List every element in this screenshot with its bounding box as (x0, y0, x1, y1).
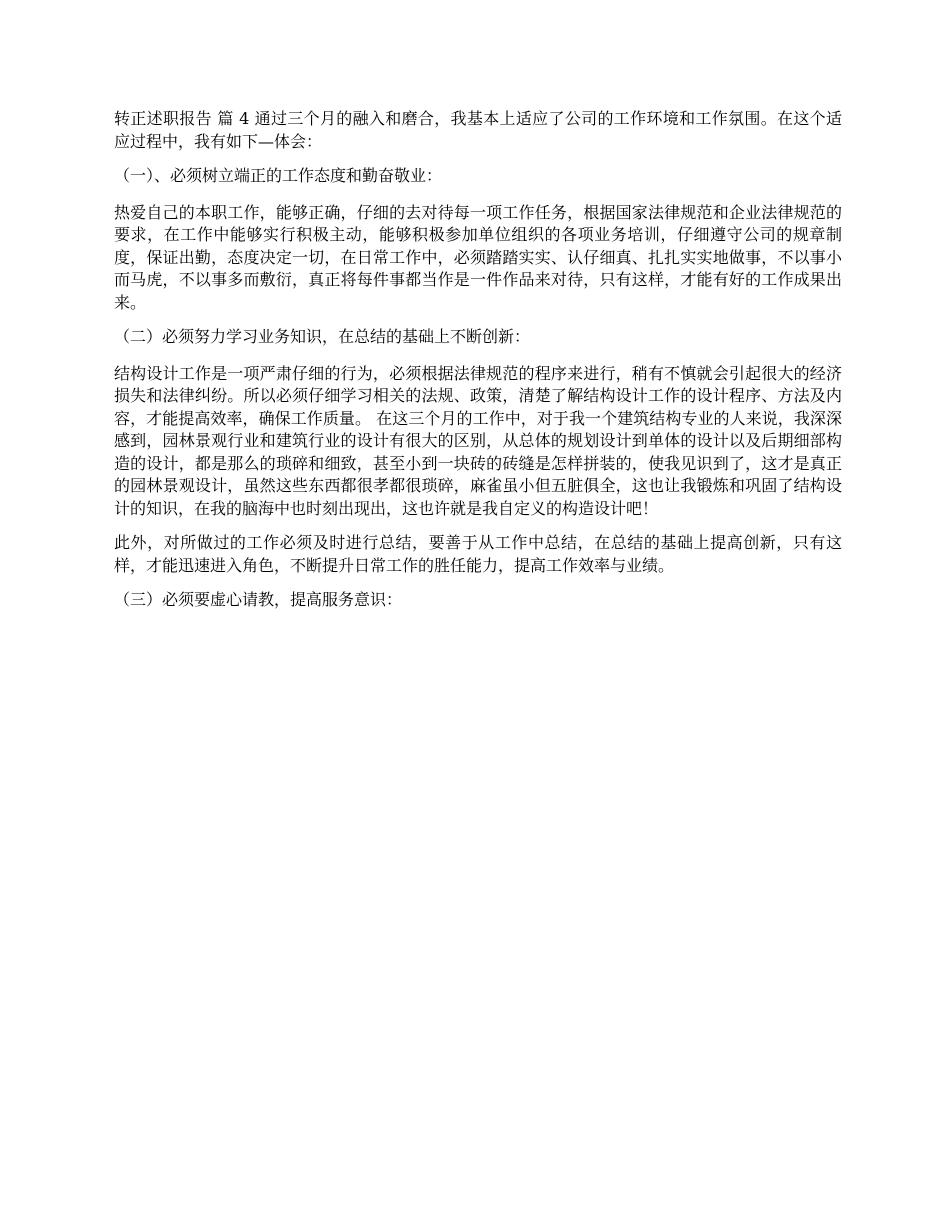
intro-paragraph: 转正述职报告 篇 4 通过三个月的融入和磨合，我基本上适应了公司的工作环境和工作氛围。在这个适应过程中，我有如下—体会： (114, 109, 842, 151)
section-heading-3: （三）必须要虚心请教，提高服务意识： (114, 590, 403, 609)
document-body (114, 108, 842, 626)
section-heading-1: （一）、必须树立端正的工作态度和勤奋敬业： (114, 166, 443, 185)
section-1-paragraph: 热爱自己的本职工作，能够正确，仔细的去对待每一项工作任务，根据国家法律规范和企业法律规范的要求，在工作中能够实行积极主动，能够积极参加单位组织的各项业务培训，仔细遵守公司的规章制度，保证出勤，态度决定一切，在日常工作中，必须踏踏实实、认仔细真、扎扎实实地做事，不以事小而马虎，不以事多而敷衍，真正将每件事都当作是一件作品来对待，只有这样，才能有好的工作成果出来。 (114, 202, 842, 312)
section-2-paragraph: 结构设计工作是一项严肃仔细的行为，必须根据法律规范的程序来进行，稍有不慎就会引起很大的经济损失和法律纠纷。所以必须仔细学习相关的法规、政策，清楚了解结构设计工作的设计程序、方法及内容，才能提高效率，确保工作质量。 在这三个月的工作中，对于我一个建筑结构专业的人来说，我深深感到，园林景观行业和建筑行业的设计有很大的区别，从总体的规划设计到单体的设计以及后期细部构造的设计，都是那么的琐碎和细致，甚至小到一块砖的砖缝是怎样拼装的，使我见识到了，这才是真正的园林景观设计，虽然这些东西都很孝都很琐碎，麻雀虽小但五脏俱全，这也让我锻炼和巩固了结构设计的知识，在我的脑海中也时刻出现出，这也许就是我自定义的构造设计吧！ (114, 363, 842, 518)
section-heading-2: （二）必须努力学习业务知识，在总结的基础上不断创新： (114, 327, 531, 346)
summary-paragraph: 此外，对所做过的工作必须及时进行总结，要善于从工作中总结，在总结的基础上提高创新，只有这样，才能迅速进入角色，不断提升日常工作的胜任能力，提高工作效率与业绩。 (114, 533, 842, 575)
